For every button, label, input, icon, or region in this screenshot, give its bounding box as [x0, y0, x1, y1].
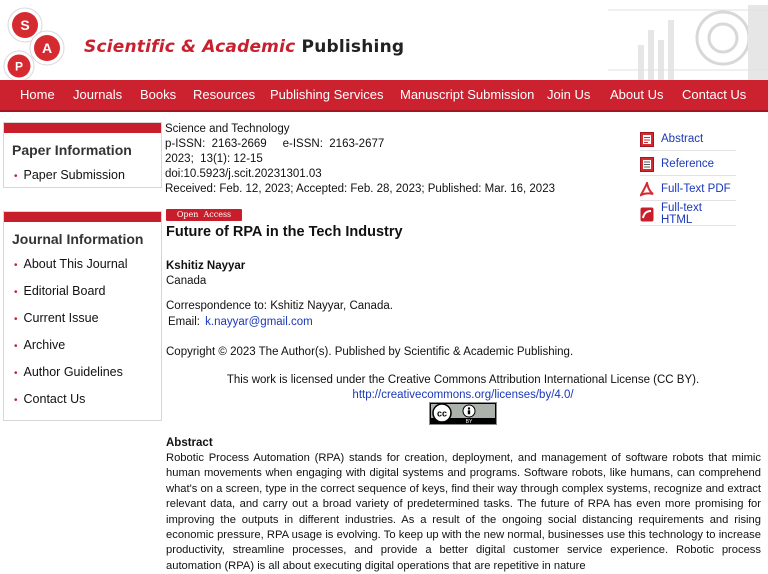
abstract-link[interactable]: [640, 128, 736, 151]
nav-publishing-services[interactable]: Publishing Services: [270, 87, 384, 102]
open-access-badge: [166, 209, 242, 221]
brand-part-2: Publishing: [301, 37, 405, 57]
sidebar-item-current-issue[interactable]: [4, 305, 161, 332]
sap-logo[interactable]: [0, 6, 70, 82]
abstract-text: Robotic Process Automation (RPA) stands for creation, deployment, and management of software robots that mimic human movements when engaging with digital systems and programs. Software robots, like humans, can comprehend what's on a screen, type in the correct sequence of keys, find their way through complex systems, recognize and extract relevant data, and carry out a broad variety of predetermined tasks. The future of RPA has even more promising for improving the outputs in different industries. As a result of the ongoing social distancing requirements and rising economic pressure, RPA usage is evolving. To keep up with the new normal, businesses use this technology to increase productivity, streamline processes, and provide a better digital customer service experience. Robotic process automation (RPA) is all about executing digital operations that are repetitive in nature: [166, 452, 761, 572]
sidebar-item-label: Editorial Board: [23, 284, 106, 298]
link-label: Reference: [661, 158, 715, 170]
sidebar-item-editorial-board[interactable]: [4, 278, 161, 305]
brand-part-1: Scientific & Academic: [84, 37, 296, 57]
volume-line: 2023; 13(1): 12-15: [165, 153, 263, 165]
svg-text:A: A: [41, 40, 53, 56]
dates-line: Received: Feb. 12, 2023; Accepted: Feb. 28, 2023; Published: Mar. 16, 2023: [165, 183, 555, 195]
nav-manuscript-submission[interactable]: Manuscript Submission: [400, 87, 535, 102]
bullet-icon: •: [14, 395, 18, 406]
full-text-html-link[interactable]: [640, 203, 736, 226]
copyright-notice: Copyright © 2023 The Author(s). Published by Scientific & Academic Publishing.: [166, 346, 574, 358]
nav-join-us[interactable]: Join Us: [547, 87, 591, 102]
license-url-link[interactable]: http://creativecommons.org/licenses/by/4.0/: [352, 389, 574, 401]
cc-by-badge[interactable]: [429, 402, 497, 425]
nav-contact-us[interactable]: Contact Us: [682, 87, 747, 102]
sidebar-item-author-guidelines[interactable]: [4, 359, 161, 386]
sidebar-item-label: Archive: [23, 338, 66, 352]
panel-title: Journal Information: [12, 231, 144, 247]
document-icon: [640, 132, 654, 147]
license-block: [166, 373, 760, 403]
nav-home[interactable]: Home: [20, 87, 55, 102]
license-text: This work is licensed under the Creative Commons Attribution International License (CC BY).: [226, 374, 700, 386]
article-format-links: [640, 128, 736, 228]
correspondence-line: Correspondence to: Kshitiz Nayyar, Canada.: [166, 300, 393, 312]
link-label: Abstract: [661, 133, 704, 145]
author-name[interactable]: Kshitiz Nayyar: [166, 260, 246, 272]
email-line: [168, 316, 313, 328]
site-header: [0, 0, 768, 80]
pdf-icon: [640, 182, 654, 197]
reference-link[interactable]: [640, 153, 736, 176]
svg-text:BY: BY: [465, 419, 473, 425]
panel-header-bar: [4, 212, 161, 222]
bullet-icon: •: [14, 171, 18, 182]
bullet-icon: •: [14, 287, 18, 298]
panel-header-bar: [4, 123, 161, 133]
author-country: Canada: [166, 275, 207, 287]
sidebar-item-label: Current Issue: [23, 311, 99, 325]
article-title: Future of RPA in the Tech Industry: [166, 224, 403, 240]
site-brand[interactable]: [84, 37, 404, 57]
email-link[interactable]: k.nayyar@gmail.com: [205, 316, 313, 328]
sidebar-item-contact-us[interactable]: [4, 386, 161, 413]
doi-line: doi:10.5923/j.scit.20231301.03: [165, 168, 322, 180]
list-icon: [640, 157, 654, 172]
bullet-icon: •: [14, 314, 18, 325]
email-label: Email:: [168, 316, 200, 328]
sidebar-item-label: About This Journal: [23, 257, 128, 271]
nav-books[interactable]: Books: [140, 87, 177, 102]
issn-line: p-ISSN: 2163-2669 e-ISSN: 2163-2677: [165, 138, 385, 150]
bullet-icon: •: [14, 260, 18, 271]
header-decoration-graphic: [608, 0, 768, 80]
panel-title: Paper Information: [12, 142, 132, 158]
sidebar-item-label: Author Guidelines: [23, 365, 123, 379]
journal-information-panel: [3, 211, 162, 421]
full-text-pdf-link[interactable]: [640, 178, 736, 201]
main-nav: [0, 80, 768, 112]
svg-text:P: P: [14, 59, 24, 74]
bullet-icon: •: [14, 368, 18, 379]
open-access-label: Open Access: [176, 210, 232, 219]
paper-information-panel: [3, 122, 162, 188]
journal-name[interactable]: Science and Technology: [165, 123, 290, 135]
abstract-heading: Abstract: [166, 437, 213, 449]
sidebar-item-about-this-journal[interactable]: [4, 251, 161, 278]
article-meta: [165, 122, 555, 197]
link-label: Full-Text PDF: [661, 183, 731, 195]
bullet-icon: •: [14, 341, 18, 352]
svg-text:cc: cc: [436, 408, 448, 419]
nav-journals[interactable]: Journals: [73, 87, 123, 102]
sidebar-item-label: Paper Submission: [23, 168, 125, 182]
link-label: Full-text HTML: [661, 202, 702, 226]
sidebar-item-archive[interactable]: [4, 332, 161, 359]
svg-text:S: S: [20, 17, 30, 33]
nav-about-us[interactable]: About Us: [610, 87, 664, 102]
nav-resources[interactable]: Resources: [193, 87, 256, 102]
sidebar-item-label: Contact Us: [23, 392, 86, 406]
sidebar-item-paper-submission[interactable]: [4, 162, 161, 189]
html-icon: [640, 207, 654, 222]
